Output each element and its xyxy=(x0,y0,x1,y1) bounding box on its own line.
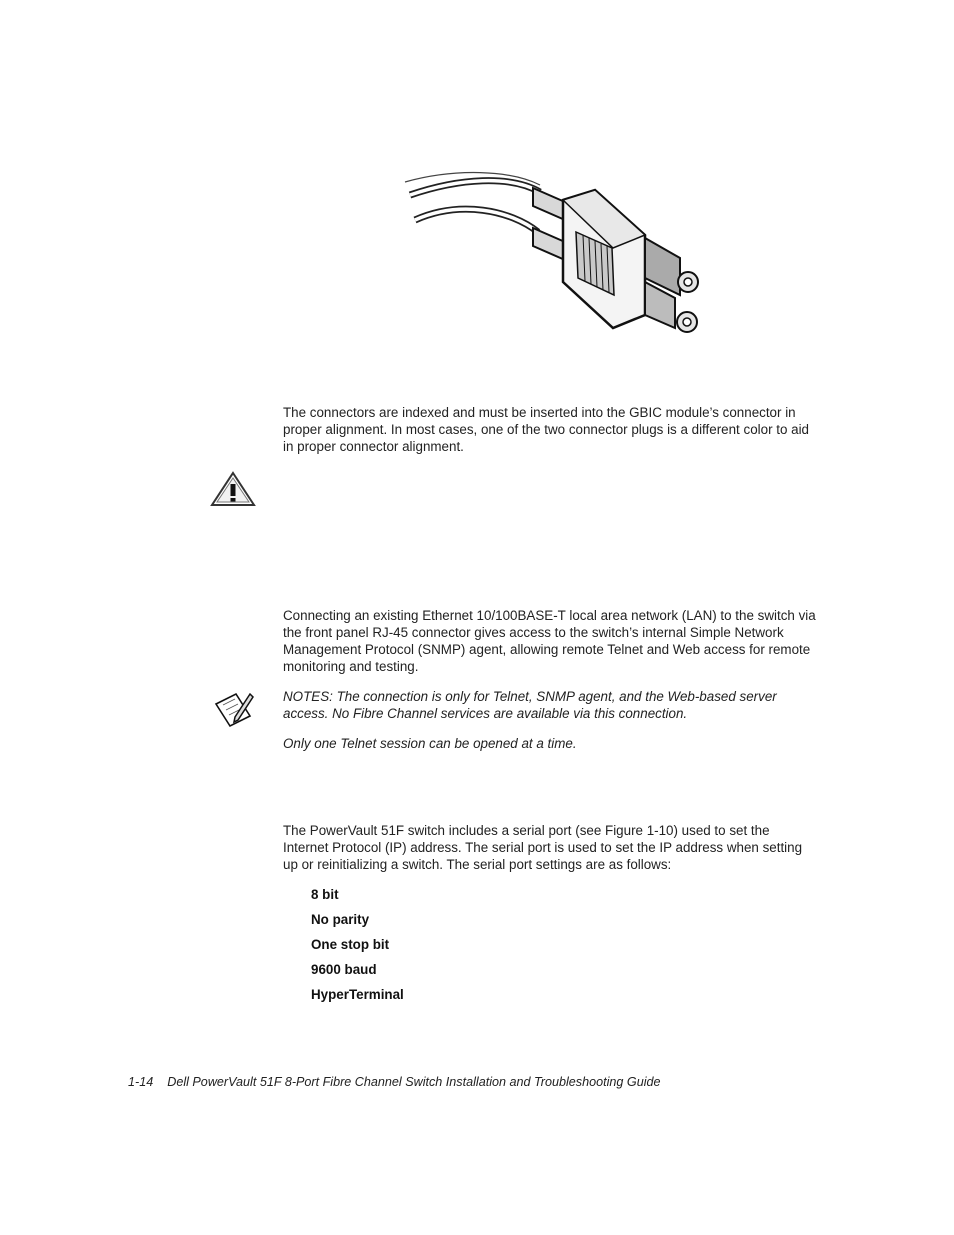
serial-setting-item: HyperTerminal xyxy=(311,987,404,1002)
caution-triangle-icon xyxy=(210,470,256,508)
page-footer xyxy=(128,1075,661,1089)
page-number: 1-14 xyxy=(128,1075,154,1089)
paragraph-ethernet: Connecting an existing Ethernet 10/100BASE-T local area network (LAN) to the switch via the front panel RJ-45 connector gives access to the switch’s internal Simple Network Management Protocol (SNMP) agent, allowing remote Telnet and Web access for remote monitoring and testing. xyxy=(283,608,816,674)
serial-setting-item: One stop bit xyxy=(311,937,390,952)
serial-setting-item: 9600 baud xyxy=(311,962,377,977)
note-line-2: Only one Telnet session can be opened at a time. xyxy=(283,736,577,751)
fibre-optic-sc-connector-illustration xyxy=(400,170,720,360)
serial-settings-list xyxy=(311,886,404,1011)
serial-setting-item: 8 bit xyxy=(311,887,339,902)
paragraph-connectors: The connectors are indexed and must be inserted into the GBIC module’s connector in proper alignment. In most cases, one of the two connector plugs is a different color to aid in proper connector alignment. xyxy=(283,405,810,454)
note-icon-wrapper xyxy=(214,690,254,728)
note-line-1: NOTES: The connection is only for Telnet, SNMP agent, and the Web-based server access. No Fibre Channel services are available via this connection. xyxy=(283,689,777,721)
caution-icon-wrapper xyxy=(210,470,256,508)
document-title: Dell PowerVault 51F 8-Port Fibre Channel Switch Installation and Troubleshooting Guide xyxy=(167,1075,661,1089)
fibre-connector-figure xyxy=(400,170,720,360)
serial-setting-item: No parity xyxy=(311,912,370,927)
paragraph-serial: The PowerVault 51F switch includes a serial port (see Figure 1-10) used to set the Internet Protocol (IP) address. The serial port is used to set the IP address when setting up or reinitializing a switch. The serial port settings are as follows: xyxy=(283,823,803,872)
note-pencil-icon xyxy=(214,690,254,728)
